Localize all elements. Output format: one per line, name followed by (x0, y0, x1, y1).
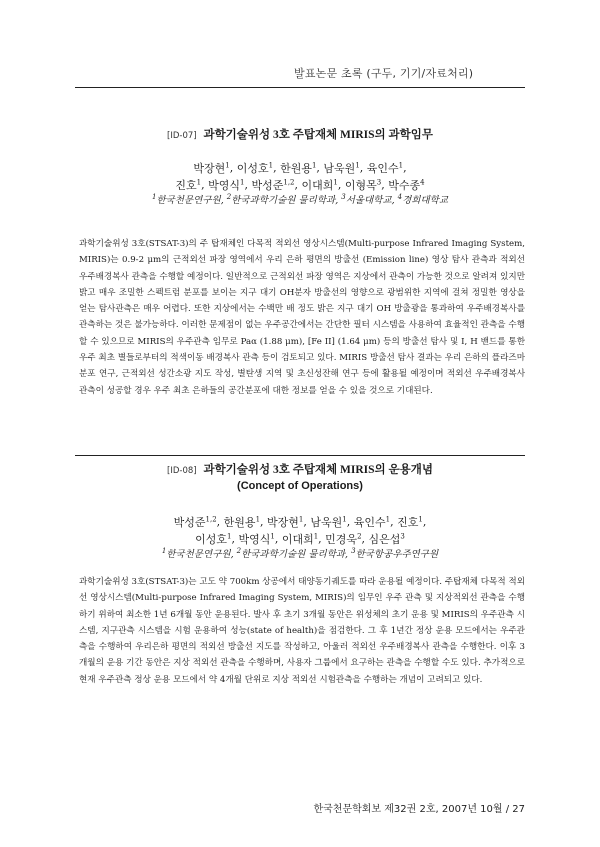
abstract-2-id: [ID-08] (167, 466, 197, 476)
abstract-1-title: 과학기술위성 3호 주탑재체 MIRIS의 과학임무 (203, 129, 433, 141)
author: 육인수$^1$ (353, 515, 391, 529)
author: 이성호$^1$ (236, 161, 274, 175)
author: 육인수$^1$ (366, 161, 404, 175)
abstract-2-text: 과학기술위성 3호(STSAT-3)는 고도 약 700km 상공에서 태양동기궤도를 따라 운용될 예정이다. 주탑재체 다목적 적외선 영상시스템(Multi-purpose Infrared Imaging System, MIRIS)의 임무인 우주 관측 및 지상적외선 관측을 수행하기 위하여 최소한 1년 6개월 동안 운용된다. 발사 후 초기 3개월 동안은 위성체의 초기 운용 및 MIRIS의 우주관측 시스템, 지구관측 시스템을 시험 운용하여 성능(state of health)을 점검한다. 그 후 1년간 정상 운용 모드에서는 우주관측을 수행하여 우리은하 평면의 적외선 방출선 지도를 작성하고, 아울러 적외선 우주배경복사 관측을 수행한다. 이후 3개월의 운용 기간 동안은 지상 적외선 관측을 수행하며, 사용자 그룹에서 요구하는 관측을 수행할 수도 있다. 추가적으로 현재 우주관측 정상 운용 모드에서 약 4개월 단위로 지상 적외선 시험관측을 수행하는 개념이 고려되고 있다. (79, 577, 525, 685)
abstract-1-affiliations: $^1$한국천문연구원, $^2$한국과학기술원 물리학과, $^3$서울대학교, $^4$경희대학교 (151, 192, 448, 206)
abstract-2-title: 과학기술위성 3호 주탑재체 MIRIS의 운용개념 (203, 464, 433, 476)
author: 한원용$^1$ (280, 161, 317, 175)
author: 박성준$^{1,2}$ (251, 178, 295, 192)
abstract-1-body (79, 236, 525, 399)
author: 박영식$^1$ (208, 178, 245, 192)
author: 남욱원$^1$ (310, 515, 347, 529)
abstract-1-text: 과학기술위성 3호(STSAT-3)의 주 탑재체인 다목적 적외선 영상시스템(Multi-purpose Infrared Imaging System, MIRIS)는 0.9-2 μm의 근적외선 파장 영역에서 우리 은하 평면의 방출선 (Emission line) 영상 탐사 관측과 적외선 우주배경복사 관측을 수행할 예정이다. 일반적으로 근적외선 파장 영역은 지상에서 관측이 가능한 것으로 알려져 있지만 밝고 매우 조밀한 스펙트럼 분포를 보이는 지구 대기 OH분자 방출선의 영향으로 광범위한 지역에 걸쳐 정밀한 영상을 얻는 탐사관측은 매우 어렵다. 또한 지상에서는 수백만 배 정도 밝은 지구 대기 OH 방출광을 통과하여 우주배경복사를 관측하는 것은 불가능하다. 이러한 문제점이 없는 우주공간에서는 간단한 필터 시스템을 사용하여 효율적인 관측을 수행할 수 있으므로 MIRIS의 우주관측 임무로 Paα (1.88 μm), [Fe II] (1.64 μm) 등의 방출선 탐사 및 I, H 밴드를 통한 우주 최초 별들로부터의 적색이동 배경복사 관측 등이 검토되고 있다. MIRIS 방출선 탐사 결과는 우리 은하의 플라즈마 분포 연구, 근적외선 성간소광 지도 작성, 별탄생 지역 및 초신성잔해 연구 등에 활용될 예정이며 적외선 우주배경복사 관측이 성공할 경우 우주 최초 은하들의 공간분포에 대한 정보를 얻을 수 있을 것으로 기대된다. (79, 239, 525, 396)
section-header: 발표논문 초록 (구두, 기기/자료처리) (294, 67, 474, 80)
author: 이대희$^1$ (281, 532, 319, 546)
author: 박장현$^1$ (267, 515, 304, 529)
abstract-1-authors-line1: 박장현$^1$, 이성호$^1$, 한원용$^1$, 남욱원$^1$, 육인수$^1$, (193, 161, 407, 175)
author: 한원용$^1$ (223, 515, 261, 529)
abstract-2-authors-line1: 박성준$^{1,2}$, 한원용$^1$, 박장현$^1$, 남욱원$^1$, 육인수$^1$, 진호$^1$, (173, 515, 427, 529)
abstract-1-authors-line2: 진호$^1$, 박영식$^1$, 박성준$^{1,2}$, 이대희$^1$, 이형목$^3$, 박수종$^4$ (175, 178, 425, 192)
page-footer: 한국천문학회보 제32권 2호, 2007년 10월 / 27 (313, 804, 525, 815)
author: 이형목$^3$ (344, 178, 382, 192)
abstract-2-authors-line2: 이성호$^1$, 박영식$^1$, 이대희$^1$, 민경욱$^2$, 심은섭$^3$ (195, 532, 405, 546)
abstract-1-id: [ID-07] (167, 131, 197, 141)
abstract-2-affiliations: $^1$한국천문연구원, $^2$한국과학기술원 물리학과, $^3$한국항공우주연구원 (161, 546, 439, 560)
abstract-1-title-line (0, 126, 600, 142)
author: 민경욱$^2$ (325, 532, 362, 546)
header-rule (75, 87, 525, 88)
author: 남욱원$^1$ (323, 161, 360, 175)
author: 이대희$^1$ (301, 178, 338, 192)
author: 박장현$^1$ (193, 161, 230, 175)
abstract-2-title-line (0, 461, 600, 477)
abstract-2-body (79, 574, 525, 688)
author: 진호$^1$ (397, 515, 423, 529)
abstract-2-subtitle: (Concept of Operations) (237, 480, 363, 492)
author: 박성준$^{1,2}$ (173, 515, 217, 529)
author: 심은섭$^3$ (368, 532, 405, 546)
author: 박수종$^4$ (388, 178, 425, 192)
author: 이성호$^1$ (195, 532, 232, 546)
author: 박영식$^1$ (238, 532, 275, 546)
abstract-divider (75, 455, 525, 456)
author: 진호$^1$ (175, 178, 202, 192)
